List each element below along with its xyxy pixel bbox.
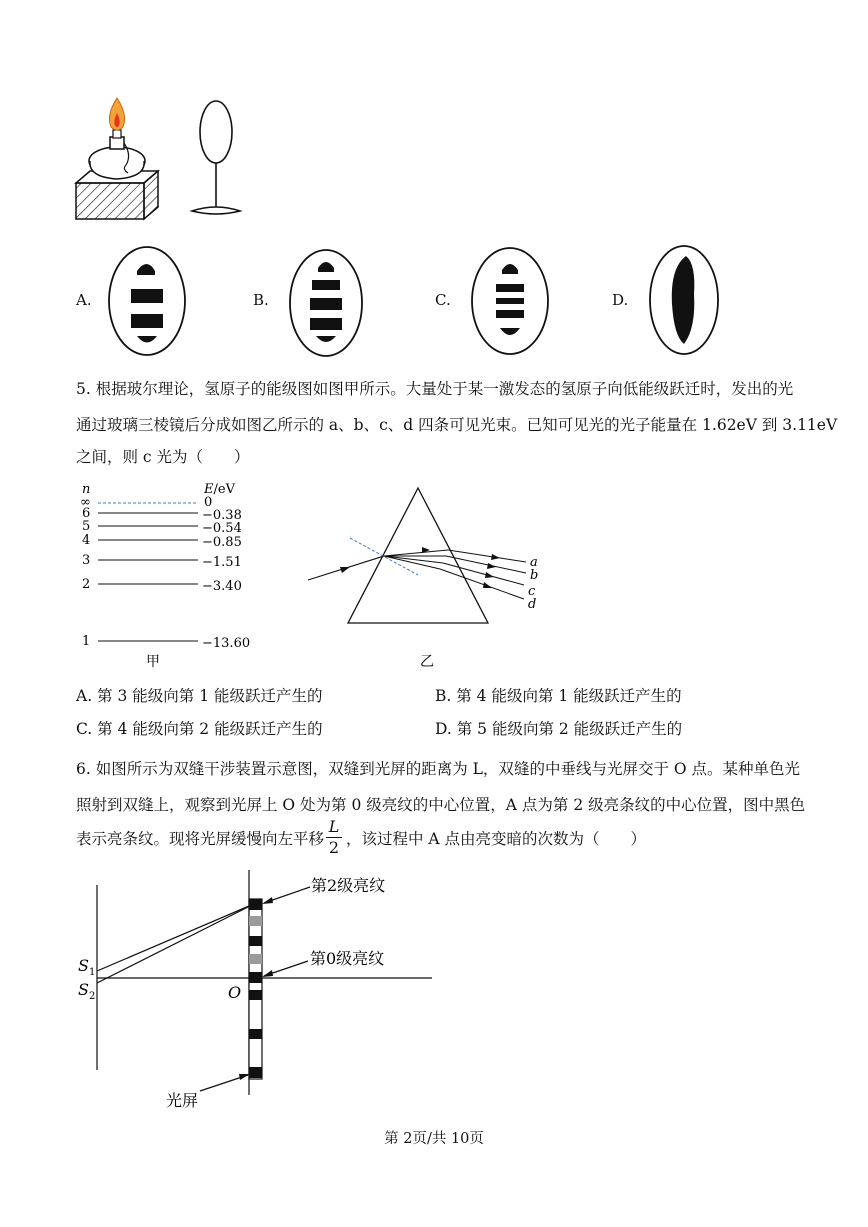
ray-from-s2	[97, 903, 256, 983]
wire-loop-stand	[192, 101, 240, 214]
fraction-l-over-2	[324, 818, 344, 857]
fraction-denominator: 2	[328, 838, 340, 857]
q5-stem-line1: 5. 根据玻尔理论，氢原子的能级图如图甲所示。大量处于某一激发态的氢原子向低能级跃迁时，发出的光	[76, 380, 794, 398]
e-header: E/eV	[204, 482, 235, 497]
q6-stem-line3-part2: ，该过程中 A 点由亮变暗的次数为（ ）	[346, 830, 647, 848]
q5-option-d[interactable]: D. 第 5 能级向第 2 能级跃迁产生的	[435, 720, 683, 738]
q5-option-c[interactable]: C. 第 4 能级向第 2 能级跃迁产生的	[76, 720, 323, 738]
q4-option-d-pattern[interactable]	[648, 244, 720, 356]
level-n-6: 6	[82, 506, 91, 521]
q4-option-a-pattern[interactable]	[107, 245, 187, 357]
q4-option-c-pattern[interactable]	[470, 246, 550, 356]
q6-stem-line1: 6. 如图所示为双缝干涉装置示意图，双缝到光屏的距离为 L，双缝的中垂线与光屏交于 O 点。某种单色光	[76, 760, 801, 778]
light-screen	[249, 870, 262, 1095]
level-n-1: 1	[82, 634, 91, 649]
label-o: O	[228, 983, 242, 1002]
level-n-inf: ∞	[80, 495, 91, 510]
q4-option-b-pattern[interactable]	[288, 248, 364, 358]
ray-from-s1	[97, 903, 256, 971]
level-e-3: −1.51	[202, 555, 242, 570]
level-e-inf: 0	[204, 495, 213, 510]
level-e-6: −0.38	[202, 508, 242, 523]
level-e-1: −13.60	[202, 636, 251, 651]
n-header: n	[82, 482, 91, 497]
caption-jia: 甲	[146, 654, 160, 670]
label-second-order-fringe: 第2级亮纹	[311, 876, 386, 895]
page-number-footer: 第 2页/共 10页	[384, 1131, 484, 1147]
double-slit-diagram	[70, 865, 450, 1115]
prism-diagram	[300, 480, 550, 675]
label-screen: 光屏	[166, 1091, 199, 1110]
level-n-2: 2	[82, 577, 91, 592]
label-s1: $S_1$	[78, 956, 96, 978]
level-e-5: −0.54	[202, 521, 242, 536]
label-zero-order-fringe: 第0级亮纹	[310, 949, 385, 968]
q5-option-b[interactable]: B. 第 4 能级向第 1 能级跃迁产生的	[435, 687, 682, 705]
beam-a-label: a	[530, 555, 538, 570]
q5-stem-line3: 之间，则 c 光为（ ）	[76, 448, 250, 466]
caption-yi: 乙	[420, 654, 434, 670]
beam-d-label: d	[528, 597, 537, 612]
flame-icon	[109, 98, 124, 130]
q6-stem-line2: 照射到双缝上，观察到光屏上 O 处为第 0 级亮纹的中心位置，A 点为第 2 级亮条纹的中心位置，图中黑色	[76, 796, 806, 814]
level-n-4: 4	[82, 533, 91, 548]
q6-stem-line3-part1: 表示亮条纹。现将光屏缓慢向左平移	[76, 830, 325, 848]
q5-stem-line2: 通过玻璃三棱镜后分成如图乙所示的 a、b、c、d 四条可见光束。已知可见光的光子能量在 1.62eV 到 3.11eV	[76, 416, 838, 434]
beam-c-label: c	[528, 584, 536, 599]
beam-b-label: b	[530, 568, 539, 583]
q4-option-c-label[interactable]: C.	[435, 291, 451, 309]
lamp-and-loop-figure	[70, 95, 260, 230]
level-e-4: −0.85	[202, 535, 242, 550]
label-s2: $S_2$	[78, 980, 96, 1002]
level-e-2: −3.40	[202, 579, 242, 594]
q4-option-b-label[interactable]: B.	[253, 291, 269, 309]
alcohol-lamp	[89, 130, 145, 179]
level-n-3: 3	[82, 553, 91, 568]
q5-option-a[interactable]: A. 第 3 能级向第 1 能级跃迁产生的	[76, 687, 323, 705]
q4-option-a-label[interactable]: A.	[76, 291, 92, 309]
q4-option-d-label[interactable]: D.	[612, 291, 629, 309]
energy-level-diagram	[76, 478, 256, 673]
level-n-5: 5	[82, 519, 91, 534]
fraction-numerator: L	[328, 817, 340, 836]
